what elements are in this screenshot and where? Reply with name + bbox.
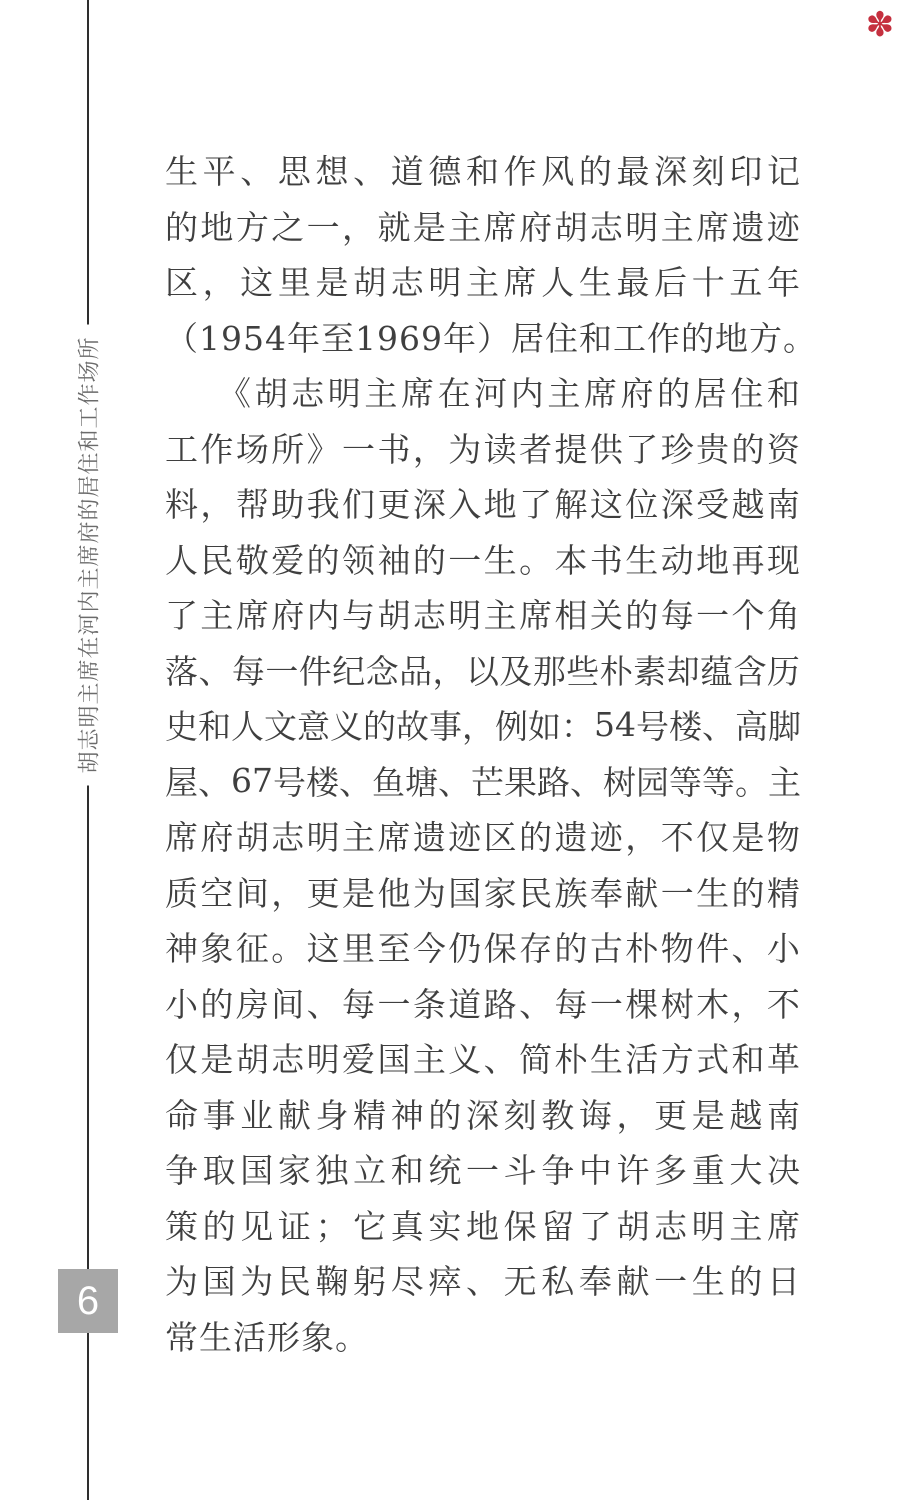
text-line: 仅 是 胡 志 明 爱 国 主 义 、 简 朴 生 活 方 式 和 革 [165, 1040, 800, 1080]
text-line: 人 民 敬 爱 的 领 袖 的 一 生 。 本 书 生 动 地 再 现 [165, 540, 800, 580]
text-line: 《 胡 志 明 主 席 在 河 内 主 席 府 的 居 住 和 [218, 374, 800, 414]
text-line: 落 、 每 一 件 纪 念 品 ， 以 及 那 些 朴 素 却 蕴 含 历 [165, 651, 800, 691]
sidebar-running-title: 胡志明主席在河内主席府的居住和工作场所 [69, 324, 108, 785]
text-line: 小 的 房 间 、 每 一 条 道 路 、 每 一 棵 树 木 ， 不 [165, 984, 800, 1024]
page-number-box [58, 1269, 118, 1333]
text-line: 争 取 国 家 独 立 和 统 一 斗 争 中 许 多 重 大 决 [165, 1151, 800, 1191]
text-line: 屋 、 67 号 楼 、 鱼 塘 、 芒 果 路 、 树 园 等 等 。 主 [165, 760, 801, 802]
text-line: 为 国 为 民 鞠 躬 尽 瘁 、 无 私 奉 献 一 生 的 日 [165, 1262, 800, 1302]
text-line: 命 事 业 献 身 精 神 的 深 刻 教 诲 ， 更 是 越 南 [165, 1095, 800, 1135]
text-line: 了 主 席 府 内 与 胡 志 明 主 席 相 关 的 每 一 个 角 [165, 596, 800, 636]
text-line: 常生活形象。 [165, 1317, 369, 1357]
text-line: 策 的 见 证 ； 它 真 实 地 保 留 了 胡 志 明 主 席 [165, 1206, 800, 1246]
text-line: 席 府 胡 志 明 主 席 遗 迹 区 的 遗 迹 ， 不 仅 是 物 [165, 818, 800, 858]
text-line: 料 ， 帮 助 我 们 更 深 入 地 了 解 这 位 深 受 越 南 [165, 485, 800, 525]
body-text [165, 142, 817, 1363]
text-line: 生 平 、 思 想 、 道 德 和 作 风 的 最 深 刻 印 记 [165, 152, 800, 192]
text-line: 质 空 间 ， 更 是 他 为 国 家 民 族 奉 献 一 生 的 精 [165, 873, 800, 913]
text-line: 工 作 场 所 》 一 书 ， 为 读 者 提 供 了 珍 贵 的 资 [165, 429, 800, 469]
text-line: 的 地 方 之 一 ， 就 是 主 席 府 胡 志 明 主 席 遗 迹 [165, 207, 800, 247]
flower-asterisk-icon: ✽ [865, 5, 895, 45]
page-number: 6 [76, 1279, 100, 1323]
text-line: 史 和 人 文 意 义 的 故 事 ， 例 如 ： 54 号 楼 、 高 脚 [165, 705, 801, 747]
text-line: 神 象 征 。 这 里 至 今 仍 保 存 的 古 朴 物 件 、 小 [165, 929, 800, 969]
text-line: 区 ， 这 里 是 胡 志 明 主 席 人 生 最 后 十 五 年 [165, 263, 800, 303]
text-line: （1954年至1969年）居住和工作的地方。 [165, 318, 817, 358]
